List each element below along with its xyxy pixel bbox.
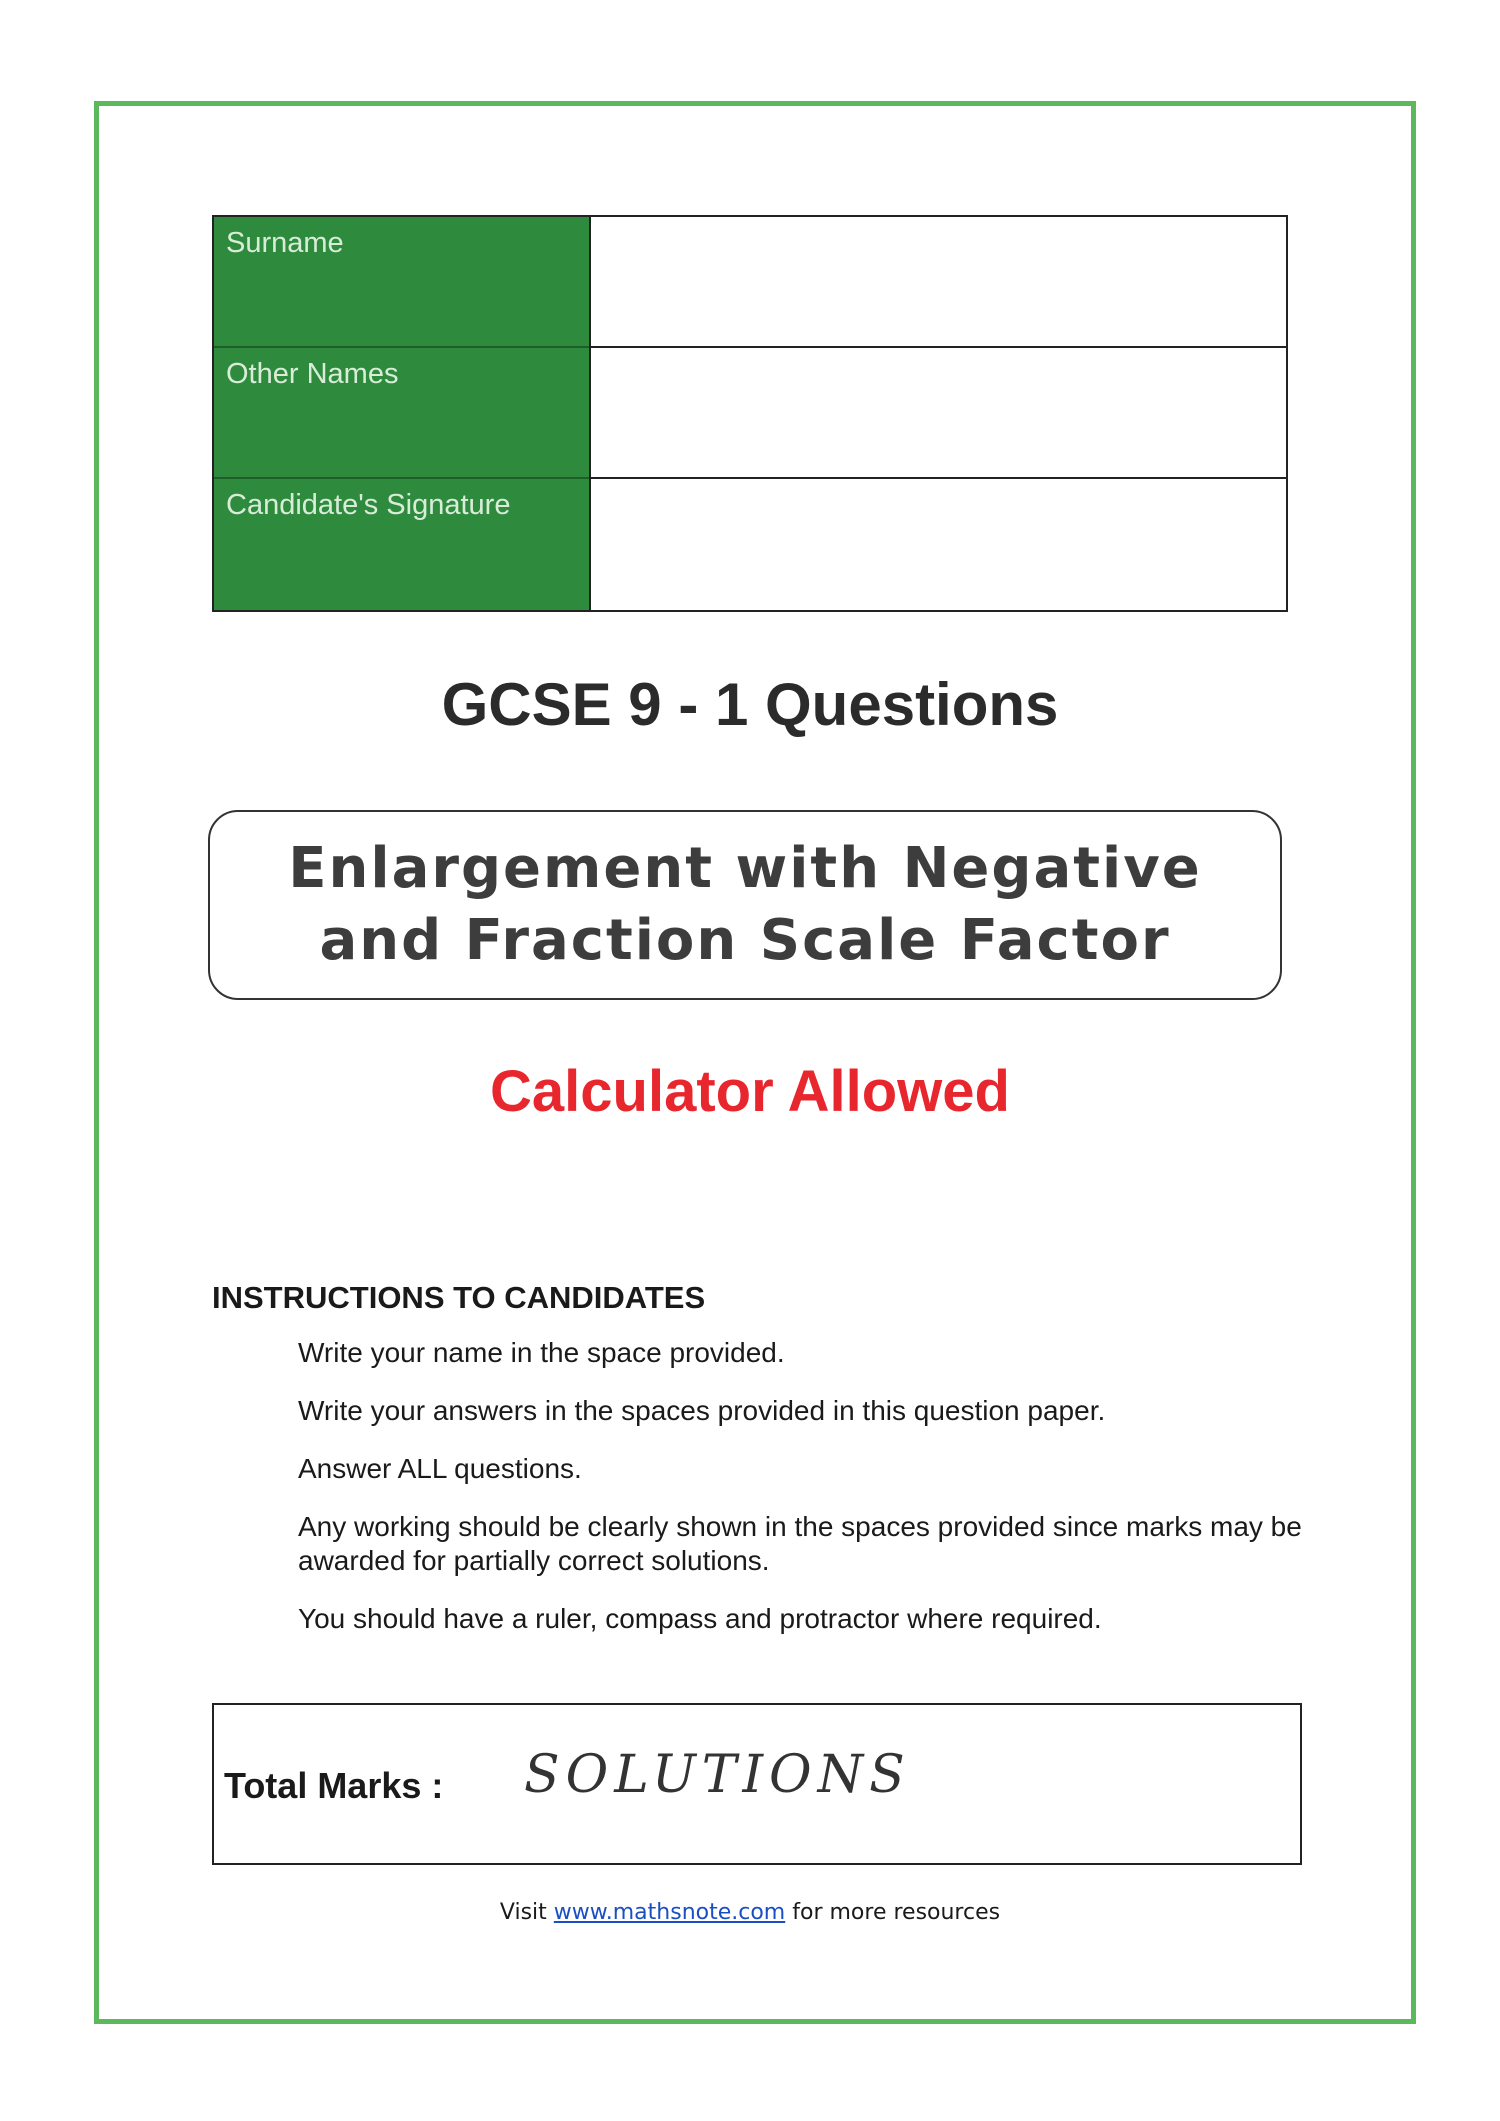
surname-field[interactable] xyxy=(589,217,1286,348)
footer xyxy=(0,1900,1500,1925)
other-names-field[interactable] xyxy=(589,348,1286,479)
signature-field[interactable] xyxy=(589,479,1286,610)
surname-label: Surname xyxy=(214,217,589,348)
footer-prefix: Visit xyxy=(499,1900,547,1925)
topic-line-2: and Fraction Scale Factor xyxy=(319,908,1171,973)
total-marks-box xyxy=(212,1703,1302,1865)
instruction-item: You should have a ruler, compass and protractor where required. xyxy=(298,1603,1102,1634)
page-title: GCSE 9 - 1 Questions xyxy=(441,671,1059,738)
candidate-details-table xyxy=(212,215,1288,612)
instruction-item: Answer ALL questions. xyxy=(298,1453,582,1484)
total-marks-value: SOLUTIONS xyxy=(524,1745,911,1805)
total-marks-label: Total Marks : xyxy=(224,1765,444,1806)
topic-box xyxy=(208,810,1282,1000)
instruction-item: Write your answers in the spaces provided in this question paper. xyxy=(298,1395,1106,1426)
footer-link[interactable]: www.mathsnote.com xyxy=(553,1900,786,1925)
instruction-item: Any working should be clearly shown in the spaces provided since marks may be awarded for partially correct solutions. xyxy=(298,1511,1302,1576)
instructions-list xyxy=(298,1336,1318,1660)
other-names-label: Other Names xyxy=(214,348,589,479)
instruction-item: Write your name in the space provided. xyxy=(298,1337,785,1368)
footer-suffix: for more resources xyxy=(792,1900,1001,1925)
signature-label: Candidate's Signature xyxy=(214,479,589,610)
topic-line-1: Enlargement with Negative xyxy=(288,836,1202,901)
instructions-heading: INSTRUCTIONS TO CANDIDATES xyxy=(212,1280,706,1315)
calculator-note: Calculator Allowed xyxy=(490,1059,1010,1124)
